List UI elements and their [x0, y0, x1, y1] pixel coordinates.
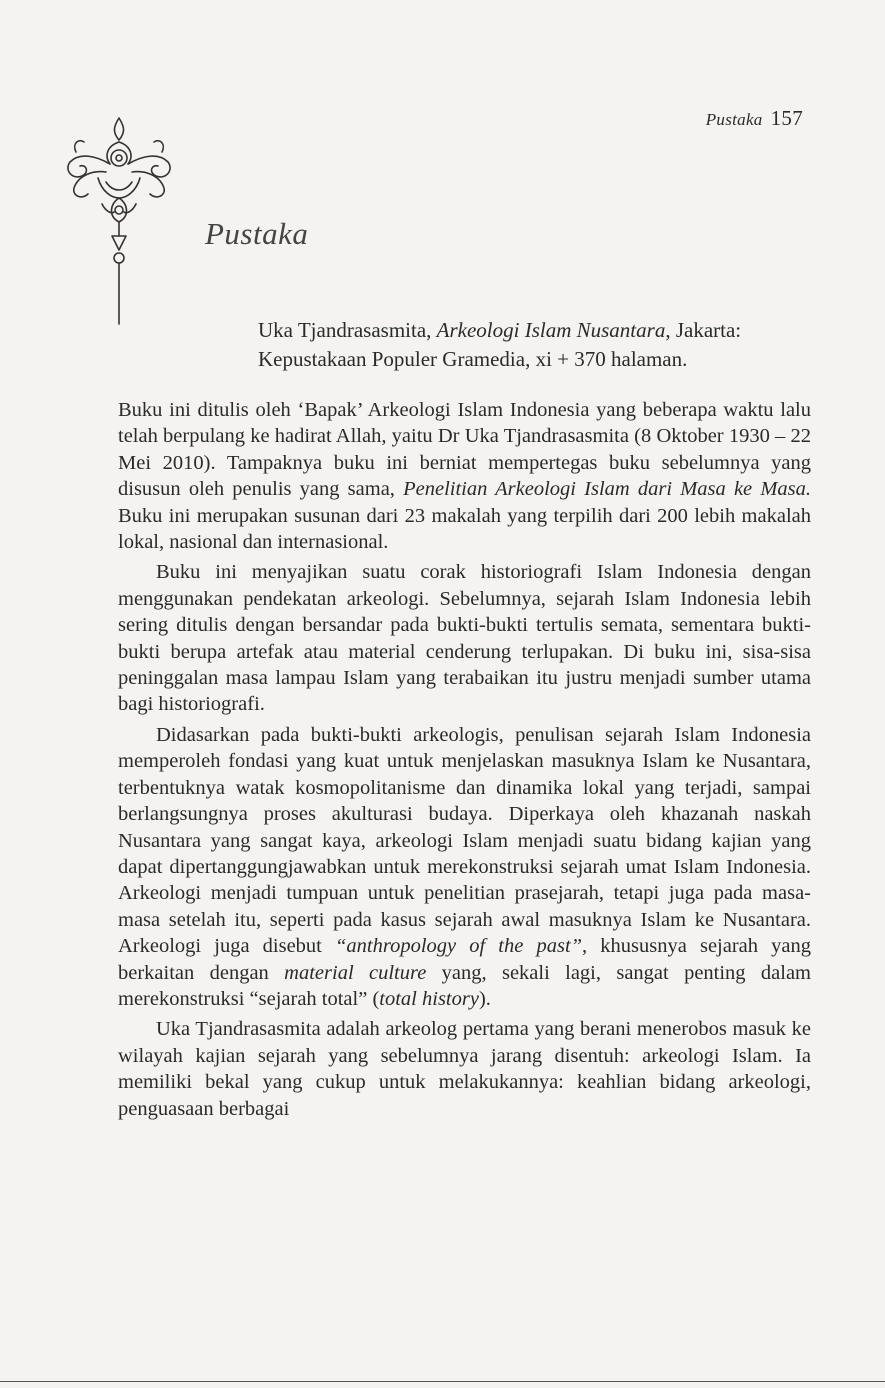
paragraph-3-text: Didasarkan pada bukti-bukti arkeologis, penulisan sejarah Islam Indonesia memperoleh fondasi yang kuat untuk menjelaskan masuknya Islam ke Nusantara, terbentuknya watak kosmopolitanisme dan dinamika lokal yang terjadi, sampai berlangsungnya proses akulturasi budaya. Diperkaya oleh khazanah naskah Nusantara yang sangat kaya, arkeologi Islam menjadi suatu bidang kajian yang dapat dipertanggungjawabkan untuk merekonstruksi sejarah umat Islam Indonesia. Arkeologi menjadi tumpuan untuk penelitian prasejarah, tetapi juga pada masa-masa setelah itu, seperti pada kasus sejarah awal masuknya Islam ke Nusantara. Arkeologi juga disebut: [118, 723, 811, 958]
paragraph-1-text-end: Buku ini merupakan susunan dari 23 makalah yang terpilih dari 200 lebih makalah lokal, nasional dan internasional.: [118, 504, 811, 554]
paragraph-1-text: Buku ini ditulis oleh ‘Bapak’ Arkeologi Islam Indonesia yang beberapa waktu lalu telah berpulang ke hadirat Allah, yaitu Dr Uka Tjandrasasmita (8 Oktober 1930 – 22 Mei 2010). Tampaknya buku ini berniat mempertegas buku sebelumnya yang disusun oleh penulis yang sama,: [118, 399, 811, 501]
paragraph-3-text-end: ).: [478, 987, 491, 1010]
bottom-rule: [0, 1381, 885, 1382]
citation-city: , Jakarta:: [665, 318, 742, 342]
paragraph-2: Buku ini menyajikan suatu corak historiografi Islam Indonesia dengan menggunakan pendekatan arkeologi. Sebelumnya, sejarah Islam Indonesia lebih sering ditulis dengan bersandar pada bukti-bukti tertulis semata, sementara bukti-bukti berupa artefak atau material cenderung terlupakan. Di buku ini, sisa-sisa peninggalan masa lampau Islam yang terabaikan itu justru menjadi sumber utama bagi historiografi.: [118, 561, 811, 716]
section-title: Pustaka: [205, 216, 309, 251]
running-header-title: Pustaka: [705, 110, 763, 129]
paragraph-3: [118, 722, 811, 1012]
citation-publisher: Kepustakaan Populer Gramedia, xi + 370 halaman.: [258, 347, 688, 371]
page-number: 157: [770, 106, 803, 130]
citation-author: Uka Tjandrasasmita,: [258, 318, 437, 342]
paragraph-3-text-3: yang, sekali lagi, sangat penting dalam merekonstruksi “sejarah total” (: [118, 961, 811, 1010]
ornament-icon: [62, 112, 177, 327]
running-header: [706, 106, 803, 131]
paragraph-3-text-2: , khususnya sejarah yang berkaitan dengan: [118, 935, 811, 984]
paragraph-1: [118, 397, 811, 555]
paragraph-1-italic: Penelitian Arkeologi Islam dari Masa ke Masa.: [403, 478, 811, 501]
paragraph-4: Uka Tjandrasasmita adalah arkeolog pertama yang berani menerobos masuk ke wilayah kajian sejarah yang sebelumnya jarang disentuh: arkeologi Islam. Ia memiliki bekal yang cukup untuk melakukannya: keahlian bidang arkeologi, penguasaan berbagai: [118, 1018, 811, 1120]
book-citation: [258, 316, 818, 374]
paragraph-3-italic-3: total history: [379, 987, 479, 1010]
paragraph-3-italic-2: material culture: [284, 961, 427, 984]
paragraph-3-italic-1: “anthropology of the past”: [335, 935, 583, 958]
review-body: [118, 397, 811, 1122]
citation-book-title: Arkeologi Islam Nusantara: [436, 318, 666, 342]
